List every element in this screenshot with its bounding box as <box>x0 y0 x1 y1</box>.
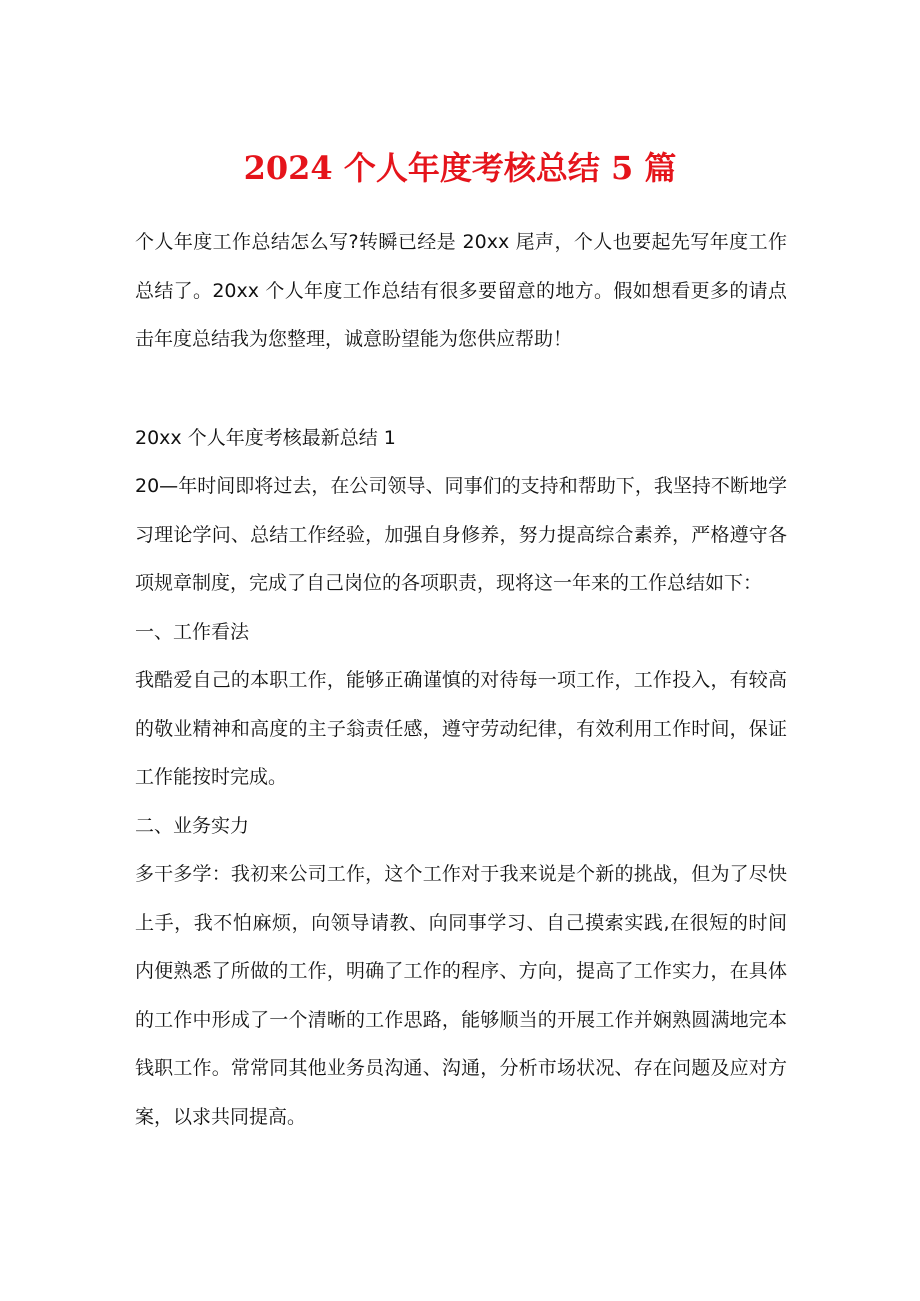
intro-paragraph: 个人年度工作总结怎么写?转瞬已经是 20xx 尾声，个人也要起先写年度工作总结了。20xx 个人年度工作总结有很多要留意的地方。假如想看更多的请点击年度总结我为您整理，诚意盼望能为您供应帮助！ <box>135 231 787 350</box>
subheading-work-attitude: 一、工作看法 <box>135 621 250 643</box>
section-heading: 20xx 个人年度考核最新总结 1 <box>135 427 396 449</box>
document-title: 2024 个人年度考核总结 5 篇 <box>243 149 677 187</box>
paragraph-work-attitude: 我酷爱自己的本职工作，能够正确谨慎的对待每一项工作，工作投入，有较高的敬业精神和高度的主子翁责任感，遵守劳动纪律，有效利用工作时间，保证工作能按时完成。 <box>135 669 787 788</box>
section-paragraph: 20—年时间即将过去，在公司领导、同事们的支持和帮助下，我坚持不断地学习理论学问、总结工作经验，加强自身修养，努力提高综合素养，严格遵守各项规章制度，完成了自己岗位的各项职责，现将这一年来的工作总结如下： <box>135 475 787 594</box>
subheading-business-ability: 二、业务实力 <box>135 815 250 837</box>
paragraph-business-ability: 多干多学：我初来公司工作，这个工作对于我来说是个新的挑战，但为了尽快上手，我不怕麻烦，向领导请教、向同事学习、自己摸索实践,在很短的时间内便熟悉了所做的工作，明确了工作的程序、方向，提高了工作实力，在具体的工作中形成了一个清晰的工作思路，能够顺当的开展工作并娴熟圆满地完本钱职工作。常常同其他业务员沟通、沟通，分析市场状况、存在问题及应对方案，以求共同提高。 <box>135 863 787 1128</box>
